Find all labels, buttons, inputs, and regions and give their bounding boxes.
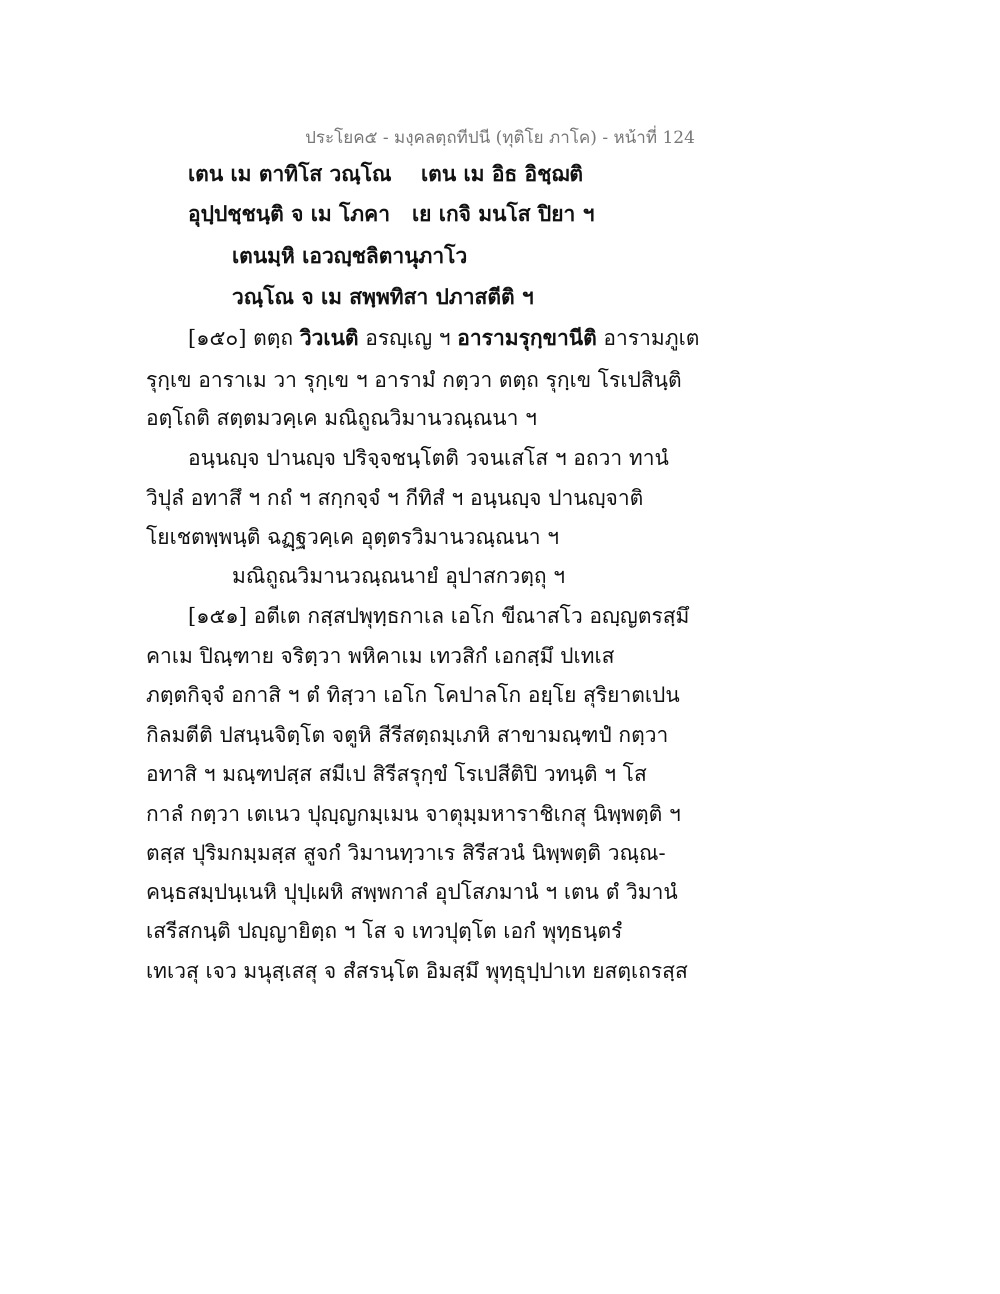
para151-line-8: คนฺธสมฺปนฺเนหิ ปุปฺเผหิ สพฺพกาลํ อุปโสภมานํ ฯ เตน ตํ วิมานํ [146, 880, 678, 904]
para151-line-7: ตสฺส ปุริมกมฺมสฺส สูจกํ วิมานทฺวาเร สิรีสวนํ นิพฺพตฺติ วณฺณ- [146, 841, 666, 865]
para151-line-6: กาลํ กตฺวา เตเนว ปุญฺญกมฺเมน จาตุมฺมหาราชิเกสุ นิพฺพตฺติ ฯ [146, 802, 681, 826]
para151-line-4: กิลมตีติ ปสนฺนจิตฺโต จตูหิ สีรีสตฺถมฺเภหิ สาขามณฺฑปํ กตฺวา [146, 723, 669, 747]
para150-line-5: วิปุลํ อทาสึ ฯ กถํ ฯ สกฺกจฺจํ ฯ กีทิสํ ฯ อนฺนญฺจ ปานญฺจาติ [146, 486, 644, 510]
para150-text-2: อรญฺเญ ฯ [365, 326, 451, 350]
para151-line-5: อทาสิ ฯ มณฺฑปสฺส สมีเป สิรีสรุกฺขํ โรเปสีติปิ วทนฺติ ฯ โส [146, 762, 647, 786]
para150-line-1 [188, 324, 699, 352]
verse-line-2a: อุปฺปชฺชนฺติ จ เม โภคา [188, 201, 390, 226]
para150-line-7: มณิถูณวิมานวณฺณนายํ อุปาสกวตฺถุ ฯ [232, 564, 566, 588]
page-header: ประโยค๕ - มงฺคลตฺถทีปนี (ทุติโย ภาโค) - หน้าที่ 124 [305, 128, 695, 148]
para151-line-1: [๑๕๑] อตีเต กสฺสปพุทฺธกาเล เอโก ขีณาสโว อญฺญตรสฺมึ [188, 604, 690, 628]
verse-line-3: เตนมฺหิ เอวญฺชลิตานุภาโว [232, 243, 468, 268]
para151-line-2: คาเม ปิณฺฑาย จริตฺวา พหิคาเม เทวสิกํ เอกสฺมึ ปเทเส [146, 644, 615, 668]
verse-line-4: วณฺโณ จ เม สพฺพทิสา ปภาสตีติ ฯ [232, 284, 534, 309]
para151-line-3: ภตฺตกิจฺจํ อกาสิ ฯ ตํ ทิสฺวา เอโก โคปาลโก อยฺโย สุริยาตเปน [146, 683, 680, 707]
para150-line-3: อตฺโถติ สตฺตมวคฺเค มณิถูณวิมานวณฺณนา ฯ [146, 406, 537, 430]
para150-line-6: โยเชตพฺพนฺติ ฉฏฺฐวคฺเค อุตฺตรวิมานวณฺณนา ฯ [146, 525, 560, 549]
para151-line-10: เทเวสุ เจว มนุสฺเสสุ จ สํสรนฺโต อิมสฺมึ พุทฺธุปฺปาเท ยสตฺเถรสฺส [146, 959, 688, 983]
verse-line-2b: เย เกจิ มนโส ปิยา ฯ [412, 201, 595, 226]
para150-term-2: อารามรุกฺขานีติ [457, 325, 597, 350]
para150-number: [๑๕๐] [188, 326, 247, 350]
para151-line-9: เสรีสกนฺติ ปญฺญายิตฺถ ฯ โส จ เทวปุตฺโต เอกํ พุทฺธนฺตรํ [146, 919, 623, 943]
verse-line-1a: เตน เม ตาทิโส วณฺโณ [188, 161, 392, 186]
para150-line-4: อนฺนญฺจ ปานญฺจ ปริจฺจชนฺโตติ วจนเสโส ฯ อถวา ทานํ [188, 446, 669, 470]
verse-line-1b: เตน เม อิธ อิชฺฌติ [421, 161, 584, 186]
para150-text-3: อารามภูเต [603, 326, 700, 350]
para150-line-2: รุกฺเข อาราเม วา รุกฺเข ฯ อารามํ กตฺวา ตตฺถ รุกฺเข โรเปสินฺติ [146, 368, 682, 392]
para150-term-1: วิวเนติ [299, 325, 359, 350]
para150-text-1: ตตฺถ [253, 326, 294, 350]
